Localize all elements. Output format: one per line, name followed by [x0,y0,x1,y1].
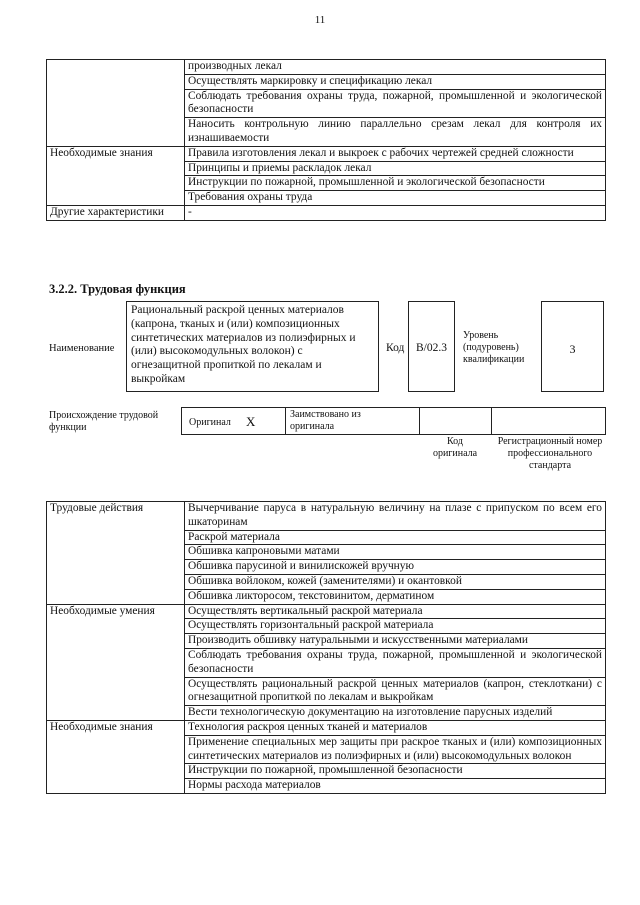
code-original-caption: Код оригинала [432,436,478,459]
table-cell: Правила изготовления лекал и выкроек с рабочих чертежей средней сложности [185,146,606,161]
labor-function-details-table [46,501,606,794]
table-cell: Требования охраны труда [185,191,606,206]
table-cell: Наносить контрольную линию параллельно срезам лекал для контроля их изнашиваемости [185,118,606,147]
row-category-label [47,60,185,147]
level-label: Уровень (подуровень) квалификации [463,330,525,365]
table-row [47,205,606,220]
table-cell: - [185,205,606,220]
row-category-label: Необходимые умения [47,604,185,720]
table-row [47,720,606,735]
page-number: 11 [314,14,326,26]
row-category-label: Необходимые знания [47,720,185,793]
table-row [47,502,606,531]
table-cell: Вычерчивание паруса в натуральную величину на плазе с припуском по всем его шкаторинам [185,502,606,531]
table-cell: Применение специальных мер защиты при раскрое тканых и (или) композиционных синтетических материалов из полиэфирных и (или) высокомодульных волокон [185,735,606,764]
row-category-label: Другие характеристики [47,205,185,220]
original-label: Оригинал [189,417,231,428]
reg-number-caption: Регистрационный номер профессионального стандарта [497,436,603,471]
code-box [408,301,455,392]
code-value: B/02.3 [416,342,447,354]
table-cell: Осуществлять маркировку и спецификацию лекал [185,74,606,89]
table-cell: Принципы и приемы раскладок лекал [185,161,606,176]
table-cell: Обшивка капроновыми матами [185,545,606,560]
table-cell: Технология раскроя ценных тканей и материалов [185,720,606,735]
table-cell: Вести технологическую документацию на изготовление парусных изделий [185,706,606,721]
table-cell: Обшивка ликторосом, текстовинитом, дерматином [185,589,606,604]
section-heading: 3.2.2. Трудовая функция [49,282,186,296]
level-box [541,301,604,392]
origin-label: Происхождение трудовой функции [49,410,159,433]
table-cell: Соблюдать требования охраны труда, пожарной, промышленной и экологической безопасности [185,648,606,677]
table-cell: Осуществлять горизонтальный раскрой материала [185,619,606,634]
row-category-label: Трудовые действия [47,502,185,605]
level-value: 3 [569,342,576,356]
table-cell: Обшивка парусиной и винилискожей вручную [185,560,606,575]
table-cell: производных лекал [185,60,606,75]
name-label: Наименование [49,343,115,354]
table-cell: Соблюдать требования охраны труда, пожарной, промышленной и экологической безопасности [185,89,606,118]
table-cell: Раскрой материала [185,530,606,545]
function-name-box [126,301,379,392]
code-label: Код [386,342,405,354]
table-cell: Нормы расхода материалов [185,779,606,794]
function-name-value: Рациональный раскрой ценных материалов (капрона, тканых и (или) композиционных синтетических материалов из полиэфирных и (или) высокомодульных волокон) с огнезащитной пропиткой по лекалам и выкройкам [131,304,356,385]
row-category-label: Необходимые знания [47,146,185,205]
table-cell: Обшивка войлоком, кожей (заменителями) и окантовкой [185,574,606,589]
skills-knowledge-table-continued [46,59,606,221]
table-cell: Инструкции по пожарной, промышленной безопасности [185,764,606,779]
table-cell: Осуществлять рациональный раскрой ценных материалов (капрон, стеклоткани) с огнезащитной пропиткой по лекалам и выкройкам [185,677,606,706]
original-mark: X [246,414,256,429]
table-cell: Инструкции по пожарной, промышленной и экологической безопасности [185,176,606,191]
borrowed-label: Заимствовано из оригинала [290,409,361,432]
table-row [47,604,606,619]
table-row [47,60,606,75]
origin-row [181,407,606,435]
table-cell: Производить обшивку натуральными и искусственными материалами [185,634,606,649]
table-cell: Осуществлять вертикальный раскрой материала [185,604,606,619]
table-row [47,146,606,161]
